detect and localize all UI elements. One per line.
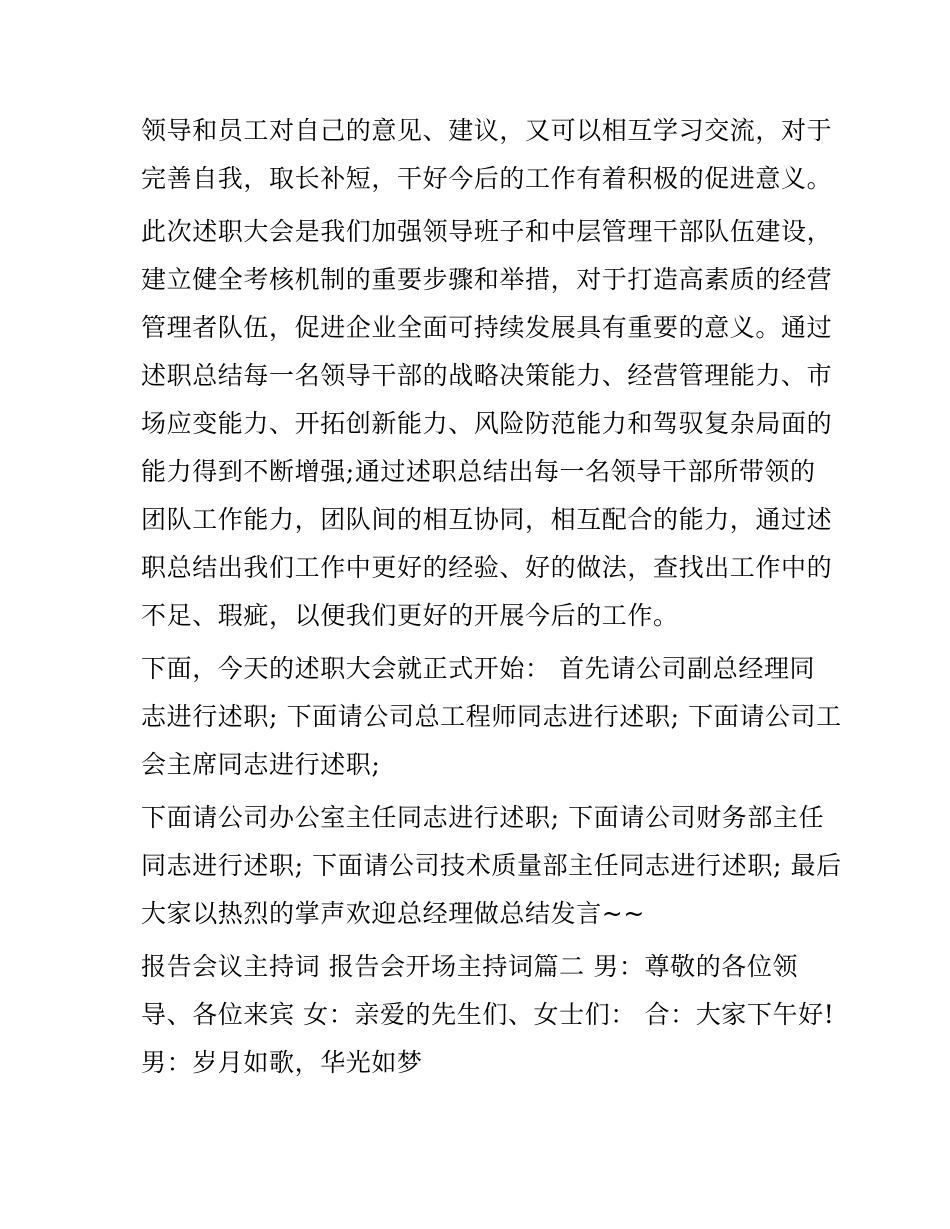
text-line: 职总结出我们工作中更好的经验、好的做法，查找出工作中的 (141, 553, 833, 582)
paragraph (141, 794, 842, 938)
text-line: 团队工作能力，团队间的相互协同，相互配合的能力，通过述 (141, 505, 833, 534)
text-line: 导、各位来宾 女：亲爱的先生们、女士们： 合：大家下午好! (141, 1000, 835, 1029)
text-line: 建立健全考核机制的重要步骤和举措，对于打造高素质的经营 (141, 265, 833, 294)
document-body (141, 107, 842, 1087)
text-line: 男：岁月如歌，华光如梦 (141, 1048, 423, 1077)
paragraph (141, 645, 842, 789)
text-line: 下面，今天的述职大会就正式开始： 首先请公司副总经理同 (141, 654, 816, 683)
text-line: 大家以热烈的掌声欢迎总经理做总结发言~~ (141, 899, 645, 928)
text-line: 同志进行述职; 下面请公司技术质量部主任同志进行述职; 最后 (141, 851, 842, 880)
text-line: 领导和员工对自己的意见、建议，又可以相互学习交流，对于 (141, 116, 833, 145)
paragraph (141, 107, 833, 203)
text-line: 管理者队伍，促进企业全面可持续发展具有重要的意义。通过 (141, 313, 833, 342)
text-line: 场应变能力、开拓创新能力、风险防范能力和驾驭复杂局面的 (141, 409, 833, 438)
text-line: 此次述职大会是我们加强领导班子和中层管理干部队伍建设， (141, 217, 833, 246)
text-line: 会主席同志进行述职; (141, 750, 381, 779)
text-line: 能力得到不断增强;通过述职总结出每一名领导干部所带领的 (141, 457, 816, 486)
text-line: 报告会议主持词 报告会开场主持词篇二 男：尊敬的各位领 (141, 952, 799, 981)
text-line: 下面请公司办公室主任同志进行述职; 下面请公司财务部主任 (141, 803, 825, 832)
paragraph (141, 208, 833, 640)
paragraph (141, 943, 835, 1087)
text-line: 不足、瑕疵，以便我们更好的开展今后的工作。 (141, 601, 679, 630)
text-line: 述职总结每一名领导干部的战略决策能力、经营管理能力、市 (141, 361, 833, 390)
text-line: 志进行述职; 下面请公司总工程师同志进行述职; 下面请公司工 (141, 702, 842, 731)
text-line: 完善自我，取长补短，干好今后的工作有着积极的促进意义。 (141, 164, 833, 193)
